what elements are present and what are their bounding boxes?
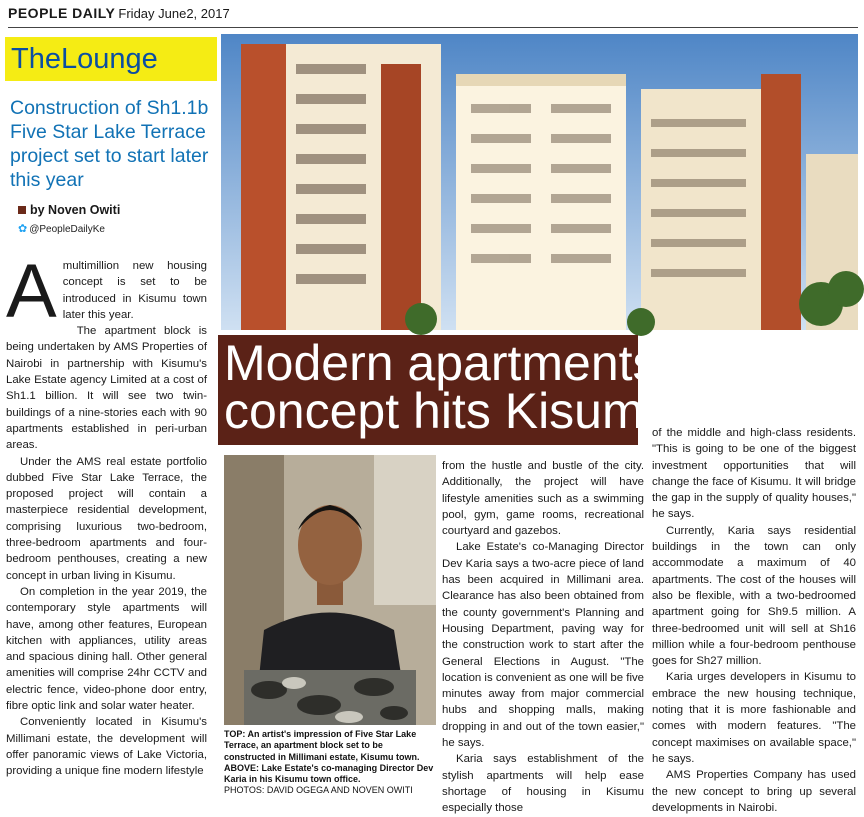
headline-line-2: concept hits Kisumu: [224, 383, 672, 439]
issue-date: Friday June2, 2017: [118, 6, 230, 21]
byline: [18, 203, 120, 217]
paragraph: Lake Estate's co-Managing Director Dev Karia says a two-acre piece of land has been acquired in Millimani area. Clearance has also been obtained from the county government's Planning and Housing Department, paving way for the construction work to start after the General Elections in August. "The location is convenient as one will be five minutes away from major commercial hubs and shopping malls, making dropping in and out of the town easier," he says.: [442, 541, 644, 750]
section-tag-part2: Lounge: [60, 43, 158, 75]
headline-band: [218, 335, 672, 445]
twitter-handle-text: @PeopleDailyKe: [29, 224, 105, 235]
paragraph: of the middle and high-class residents. "This is going to be one of the biggest investment opportunities that will change the face of Kisumu. It will bridge the gap in the supply of quality houses," he says.: [652, 427, 856, 521]
section-tag-part1: The: [11, 43, 61, 75]
headline-line-1: Modern apartments: [224, 335, 658, 391]
article-column-3: [442, 458, 644, 817]
paragraph: multimillion new housing concept is set to be introduced in Kisumu town later this year.: [62, 260, 207, 321]
byline-text: by Noven Owiti: [30, 203, 121, 217]
paragraph: Currently, Karia says residential buildings in the town can only accommodate a maximum of 40 apartments. The cost of the houses will also be flexible, with a two-bedroomed apartment going for Sh9.5 million. A three-bedroomed unit will sell at Sh16 million while a four-bedroom penthouse goes for Sh27 million.: [652, 524, 856, 668]
article-column-1: [6, 249, 207, 780]
portrait-photo: [224, 455, 436, 725]
paragraph: Karia says establishment of the stylish apartments will help ease shortage of housing in Kisumu especially those: [442, 753, 644, 815]
dropcap: A: [6, 249, 57, 334]
masthead: [8, 5, 230, 25]
paragraph: Conveniently located in Kisumu's Millimani estate, the development will offer panoramic views of Lake Victoria, providing a unique fine modern lifestyle: [6, 716, 207, 778]
masthead-rule: [8, 27, 858, 28]
twitter-bird-icon: ✿: [18, 223, 28, 235]
article-subhead: Construction of Sh1.1b Five Star Lake Terrace project set to start later this year: [10, 97, 209, 191]
paragraph: Under the AMS real estate portfolio dubbed Five Star Lake Terrace, the proposed project will contain a masterpiece residential development, comprising luxurious two-bedroom, three-bedroom apartments and four-bedroom penthouses, creating a new concept in urban living in Kisumu.: [6, 455, 207, 582]
twitter-handle: [18, 222, 105, 235]
portrait-illustration: [224, 455, 436, 725]
paragraph: Karia urges developers in Kisumu to embrace the new housing technique, noting that it is more fashionable and comes with modern features. "The concept maximises on available space," he says.: [652, 671, 856, 765]
paragraph: AMS Properties Company has used the new concept to bring up several developments in Nairobi.: [652, 769, 856, 814]
paragraph: On completion in the year 2019, the contemporary style apartments will have, among other features, European kitchen with appliances, utility areas and spacious dining hall. Other general amenities will comprise 24hr CCTV and electric fence, video-phone door entry, fibre optic link and solar water heater.: [6, 585, 207, 713]
hero-image-apartments: [221, 34, 858, 330]
paragraph: The apartment block is being undertaken by AMS Properties of Nairobi in partnership with Kisumu's Lake Estate agency Limited at a cost of Sh1.1 billion. It will see two twin-buildings of a nine-stories each with 90 apartments established in peri-urban areas.: [6, 325, 207, 452]
paper-name: PEOPLE DAILY: [8, 5, 116, 21]
caption-credit: PHOTOS: DAVID OGEGA AND NOVEN OWITI: [224, 785, 413, 796]
main-headline: [224, 335, 672, 439]
caption-text: TOP: An artist's impression of Five Star Lake Terrace, an apartment block set to be constructed in Millimani estate, Kisumu town. ABOVE: Lake Estate's co-managing Director Dev Karia in his Kisumu town office.: [224, 729, 434, 785]
article-column-4: [652, 425, 856, 816]
paragraph: from the hustle and bustle of the city. Additionally, the project will have lifestyle amenities such as a swimming pool, gym, game rooms, recreational courtyard and gazebos.: [442, 460, 644, 538]
apartments-illustration: [221, 34, 858, 330]
section-tag: [5, 37, 217, 81]
photo-caption: [224, 729, 436, 797]
byline-bullet-icon: [18, 206, 26, 214]
